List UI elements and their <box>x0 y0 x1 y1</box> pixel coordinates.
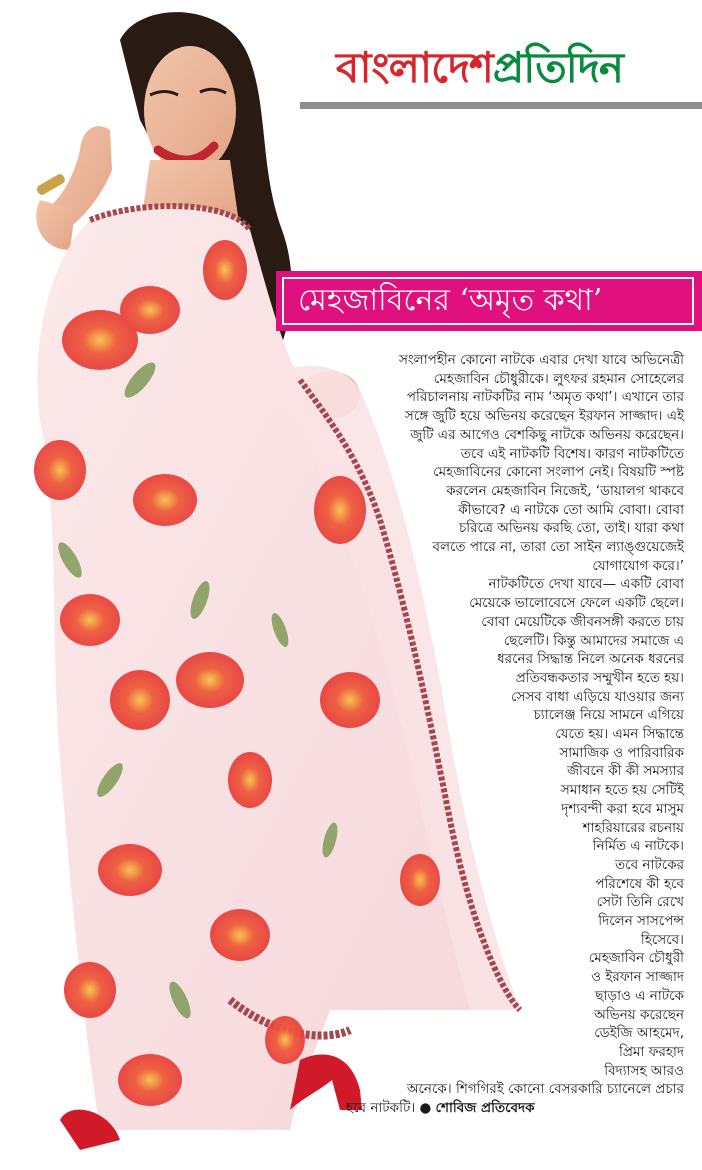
article-line: সেসব বাধা এড়িয়ে যাওয়ার জন্য <box>510 688 684 705</box>
newspaper-masthead <box>336 40 692 96</box>
article-line: বিদ্যাসহ আরও <box>604 1062 684 1079</box>
article-line: বলতে পারে না, তারা তো সাইন ল্যাঙ্গুয়েজেই <box>432 539 684 555</box>
article-line: নাটকটিতে দেখা যাবে— একটি বোবা <box>488 576 684 593</box>
masthead-part-protidin: প্রতিদিন <box>492 43 623 92</box>
article-line: চরিত্রে অভিনয় করছি তো, তাই। যারা কথা <box>458 520 684 537</box>
article-line: হিসেবে। <box>640 931 684 948</box>
article-line: দিলেন সাসপেন্স <box>598 913 684 929</box>
article-line: জুটি এর আগেও বেশকিছু নাটকে অভিনয় করেছেন। <box>410 426 684 443</box>
article-line: তবে এই নাটকটি বিশেষ। কারণ নাটকটিতে <box>460 445 684 462</box>
article-line: মেয়েকে ভালোবেসে ফেলে একটি ছেলে। <box>469 595 684 612</box>
masthead-rule <box>300 102 702 109</box>
masthead-part-bangladesh: বাংলাদেশ <box>336 43 493 92</box>
article-line: পরিশেষে কী হবে <box>595 875 684 892</box>
article-line: সমাধান হতে হয় সেটিই <box>560 782 684 799</box>
article-line: বোবা মেয়েটিকে জীবনসঙ্গী করতে চায় <box>481 613 684 630</box>
article-line: মেহজাবিন চৌধুরীকে। লুৎফর রহমান সোহেলের <box>433 370 684 387</box>
article-line: করলেন মেহজাবিন নিজেই, ‘ডায়ালগ থাকবে <box>446 482 684 499</box>
article-line: জীবনে কী কী সমস্যার <box>566 763 684 780</box>
article-line: সেটা তিনি রেখে <box>596 894 684 911</box>
bullet-icon: ● <box>419 1100 432 1117</box>
article-line: ছেলেটি। কিন্তু আমাদের সমাজে এ <box>503 632 684 649</box>
article-line: নির্মিত এ নাটকে। <box>592 838 684 855</box>
article-line: ছাড়াও এ নাটকে <box>595 987 684 1004</box>
article-line: প্রিমা ফরহাদ <box>618 1043 684 1060</box>
article-line: অভিনয় করেছেন <box>594 1006 684 1023</box>
article-line: ডেইজি আহমেদ, <box>594 1025 684 1042</box>
article-line: মেহজাবিনের কোনো সংলাপ নেই। বিষয়টি স্পষ্ট <box>433 464 684 481</box>
article-line: তবে নাটকের <box>615 856 684 873</box>
article-last-line <box>346 1098 535 1118</box>
article-line: দৃশ্যবন্দী করা হবে মাসুম <box>561 800 684 817</box>
article-line: যোগাযোগ করে।’ <box>592 557 684 574</box>
article-line: কীভাবে? এ নাটকে তো আমি বোবা। বোবা <box>458 501 684 518</box>
byline: শোবিজ প্রতিবেদক <box>435 1100 535 1117</box>
article-line: সামাজিক ও পারিবারিক <box>559 744 684 761</box>
last-line-text: হবে নাটকটি। <box>346 1100 416 1117</box>
article-line: চ্যালেঞ্জ নিয়ে সামনে এগিয়ে <box>533 707 684 724</box>
article-line: পরিচালনায় নাটকটির নাম ‘অমৃত কথা’। এখানে তার <box>406 389 684 406</box>
article-line: প্রতিবন্ধকতার সম্মুখীন হতে হয়। <box>515 669 684 686</box>
article-line: সঙ্গে জুটি হয়ে অভিনয় করেছেন ইরফান সাজ্জাদ। এই <box>404 408 684 425</box>
headline-band <box>276 271 702 331</box>
article-line: মেহজাবিন চৌধুরী <box>588 950 684 967</box>
article-line: যেতে হয়। এমন সিদ্ধান্তে <box>555 726 684 742</box>
article-line: ও ইরফান সাজ্জাদ <box>591 969 684 986</box>
headline-text: মেহজাবিনের ‘অমৃত কথা’ <box>282 277 694 325</box>
article-line: ধরনের সিদ্ধান্ত নিলে অনেক ধরনের <box>497 651 684 668</box>
article-line: অনেকে। শিগগিরই কোনো বেসরকারি চ্যানেলে প্রচার <box>406 1081 684 1098</box>
article-line: সংলাপহীন কোনো নাটকে এবার দেখা যাবে অভিনেত্রী <box>398 352 684 368</box>
article-line: শাহরিয়ারের রচনায় <box>582 819 684 836</box>
